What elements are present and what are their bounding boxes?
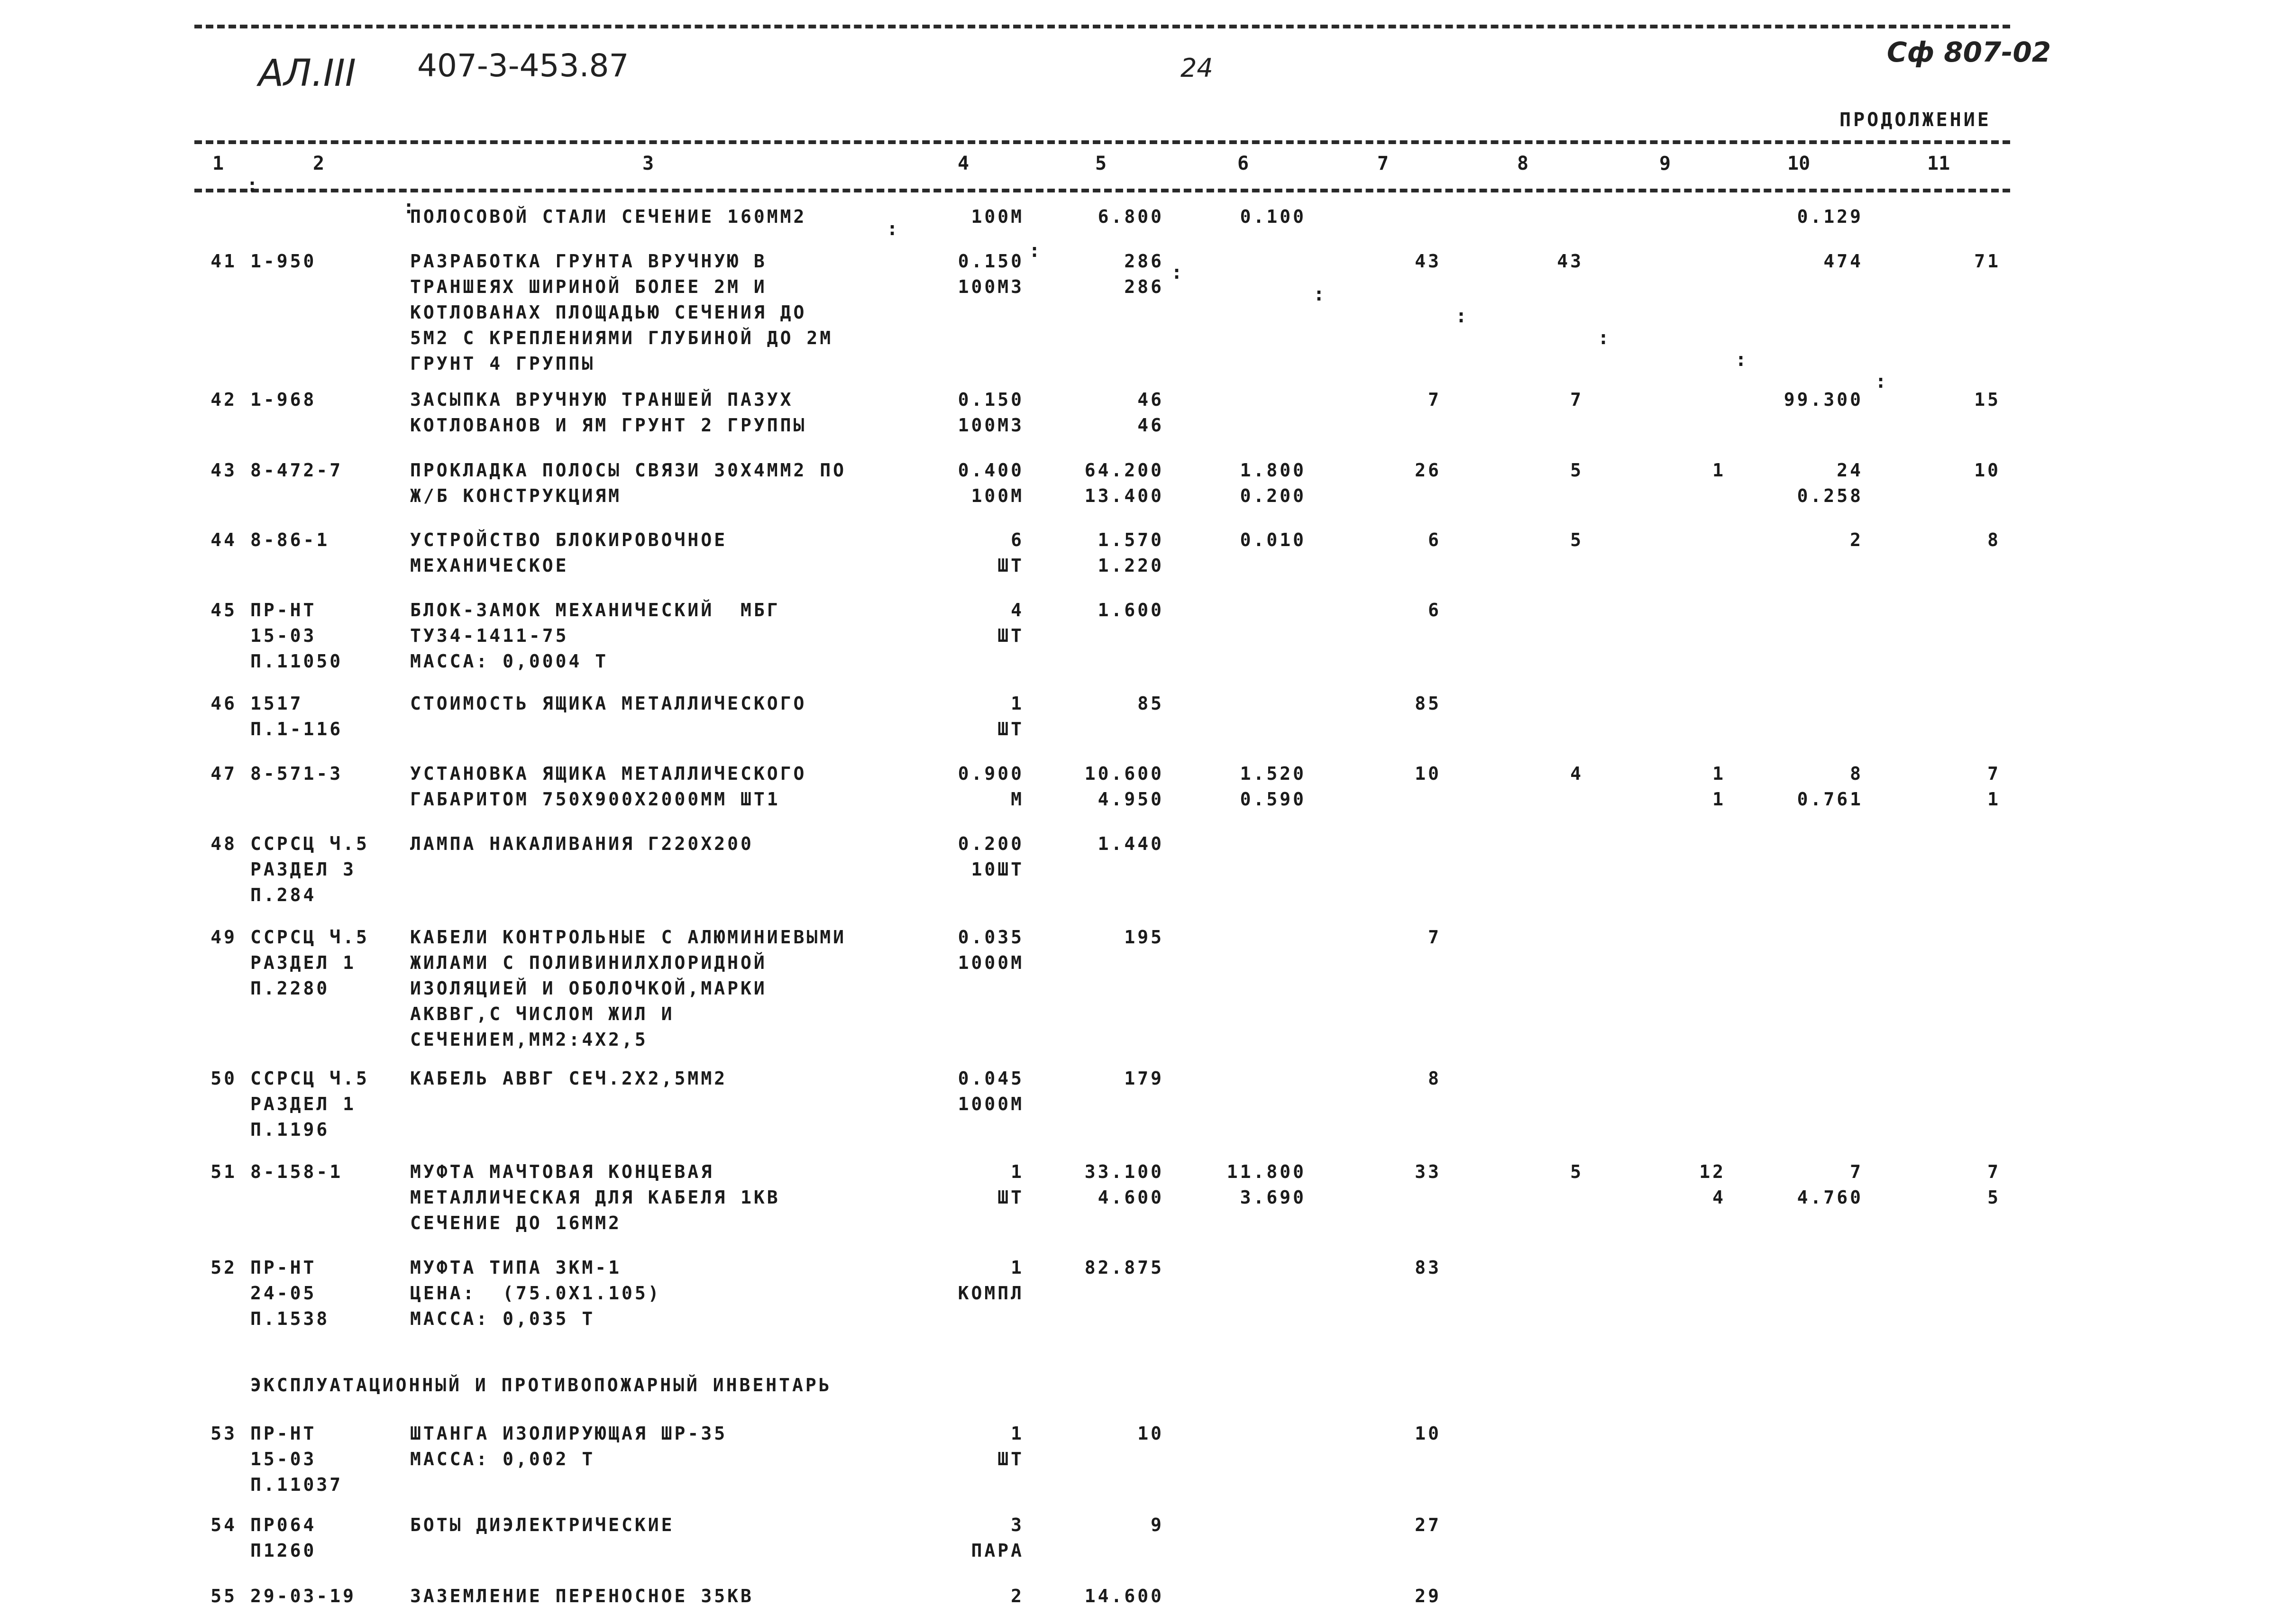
header-rule-bottom [194,189,2010,192]
cell-desc: ПРОКЛАДКА ПОЛОСЫ СВЯЗИ 30Х4ММ2 ПО Ж/Б КОНСТРУКЦИЯМ [410,460,846,506]
cell-qty: 1 КОМПЛ [958,1257,1024,1304]
cell-desc: КАБЕЛЬ АВВГ СЕЧ.2Х2,5ММ2 [410,1068,728,1089]
cell-c5: 286 286 [1124,251,1164,297]
top-rule [194,25,2010,28]
cell-desc: ЗАСЫПКА ВРУЧНУЮ ТРАНШЕЙ ПАЗУХ КОТЛОВАНОВ И ЯМ ГРУНТ 2 ГРУППЫ [410,389,807,436]
cell-code: 1517 П.1-116 [250,693,343,739]
cell-qty: 4 ШТ [997,600,1024,646]
cell-n: 48 [210,833,237,854]
section-heading: ЭКСПЛУАТАЦИОННЫЙ И ПРОТИВОПОЖАРНЫЙ ИНВЕНТАРЬ [250,1375,832,1396]
cell-n: 43 [210,460,237,481]
cell-c10: 8 0.761 [1797,763,1863,810]
cell-c6: 1.800 0.200 [1240,460,1306,506]
cell-code: 8-86-1 [250,529,330,550]
cell-n: 50 [210,1068,237,1089]
cell-c10: 7 4.760 [1797,1161,1863,1208]
cell-n: 42 [210,389,237,410]
cell-desc: УСТРОЙСТВО БЛОКИРОВОЧНОЕ МЕХАНИЧЕСКОЕ [410,529,728,576]
cell-c5: 1.570 1.220 [1098,529,1164,576]
cell-qty: 1 ШТ [997,1161,1024,1208]
cell-c7: 10 [1415,1423,1441,1444]
cell-qty: 3 ПАРА [971,1515,1024,1561]
cell-qty: 1 ШТ [997,1423,1024,1469]
cell-n: 47 [210,763,237,784]
cell-qty: 1 ШТ [997,693,1024,739]
cell-qty: 0.045 1000М [958,1068,1024,1114]
cell-qty: 0.200 10ШТ [958,833,1024,880]
cell-qty: 0.150 100М3 [958,389,1024,436]
cell-n: 49 [210,927,237,948]
cell-desc: ШТАНГА ИЗОЛИРУЮЩАЯ ШР-35 МАССА: 0,002 Т [410,1423,728,1469]
cell-c7: 10 [1415,763,1441,784]
cell-c6: 1.520 0.590 [1240,763,1306,810]
cell-c7: 7 [1428,927,1441,948]
cell-code: 8-571-3 [250,763,343,784]
col-11: 11 [1927,153,1950,174]
col-2: 2 [313,153,325,174]
cell-c5: 33.100 4.600 [1084,1161,1164,1208]
cell-c9: 1 [1712,460,1726,481]
cell-qty: 0.035 1000М [958,927,1024,973]
cell-c8: 43 [1557,251,1583,272]
project-code: 407-3-453.87 [417,47,629,84]
cell-code: 8-472-7 [250,460,343,481]
cell-qty: 2 [1011,1586,1024,1606]
cell-code: ПР-НТ 15-03 П.11037 [250,1423,343,1495]
cell-code: ПР-НТ 24-05 П.1538 [250,1257,330,1329]
cell-n: 46 [210,693,237,714]
col-4: 4 [958,153,970,174]
cell-c7: 7 [1428,389,1441,410]
cell-c8: 4 [1570,763,1583,784]
cell-c7: 6 [1428,529,1441,550]
page-number: 24 [1180,53,1213,83]
cell-c8: 5 [1570,460,1583,481]
cell-c5: 195 [1124,927,1164,948]
continuation-label: ПРОДОЛЖЕНИЕ [1839,109,1991,131]
cell-code: 29-03-19 [250,1586,357,1606]
cell-c11: 71 [1974,251,2001,272]
cell-qty: 6 ШТ [997,529,1024,576]
cell-c9: 12 4 [1699,1161,1726,1208]
cell-c7: 33 [1415,1161,1441,1182]
col-6: 6 [1237,153,1249,174]
col-3: 3 [642,153,654,174]
cell-code: 8-158-1 [250,1161,343,1182]
col-10: 10 [1787,153,1811,174]
cell-code: ПР064 П1260 [250,1515,317,1561]
cell-c11: 10 [1974,460,2001,481]
col-1: 1 [212,153,224,174]
cell-c10: 0.129 [1797,206,1863,227]
cell-c10: 24 0.258 [1797,460,1863,506]
handwritten-mark: АЛ.III [258,52,356,95]
cell-desc: КАБЕЛИ КОНТРОЛЬНЫЕ С АЛЮМИНИЕВЫМИ ЖИЛАМИ С ПОЛИВИНИЛХЛОРИДНОЙ ИЗОЛЯЦИЕЙ И ОБОЛОЧКОЙ,МАРКИ АКВВГ,С ЧИСЛОМ ЖИЛ И СЕЧЕНИЕМ,ММ2:4Х2,5 [410,927,846,1050]
cell-c5: 6.800 [1098,206,1164,227]
cell-desc: ЗАЗЕМЛЕНИЕ ПЕРЕНОСНОЕ 35КВ [410,1586,754,1606]
header-rule-top [194,140,2010,144]
cell-n: 54 [210,1515,237,1535]
cell-c5: 14.600 [1084,1586,1164,1606]
cell-qty: 0.150 100М3 [958,251,1024,297]
cell-code: ССРСЦ Ч.5 РАЗДЕЛ 3 П.284 [250,833,369,905]
cell-c5: 1.440 [1098,833,1164,854]
cell-c5: 46 46 [1137,389,1164,436]
cell-c5: 82.875 [1084,1257,1164,1278]
cell-c11: 7 5 [1987,1161,2001,1208]
cell-desc: СТОИМОСТЬ ЯЩИКА МЕТАЛЛИЧЕСКОГО [410,693,807,714]
col-7: 7 [1377,153,1389,174]
cell-qty: 0.900 М [958,763,1024,810]
cell-desc: МУФТА МАЧТОВАЯ КОНЦЕВАЯ МЕТАЛЛИЧЕСКАЯ ДЛЯ КАБЕЛЯ 1КВ СЕЧЕНИЕ ДО 16ММ2 [410,1161,780,1233]
cell-c7: 26 [1415,460,1441,481]
cell-c7: 27 [1415,1515,1441,1535]
document-code: Сф 807-02 [1887,36,2051,68]
cell-c7: 29 [1415,1586,1441,1606]
cell-qty: 100М [971,206,1024,227]
cell-n: 44 [210,529,237,550]
cell-c10: 474 [1823,251,1863,272]
cell-code: ПР-НТ 15-03 П.11050 [250,600,343,672]
cell-c10: 2 [1850,529,1863,550]
cell-c11: 7 1 [1987,763,2001,810]
cell-c11: 8 [1987,529,2001,550]
cell-n: 41 [210,251,237,272]
cell-c5: 10.600 4.950 [1084,763,1164,810]
cell-c5: 9 [1151,1515,1164,1535]
cell-desc: РАЗРАБОТКА ГРУНТА ВРУЧНУЮ В ТРАНШЕЯХ ШИРИНОЙ БОЛЕЕ 2М И КОТЛОВАНАХ ПЛОЩАДЬЮ СЕЧЕНИЯ ДО 5М2 С КРЕПЛЕНИЯМИ ГЛУБИНОЙ ДО 2М ГРУНТ 4 ГРУППЫ [410,251,833,374]
cell-c5: 85 [1137,693,1164,714]
cell-c7: 8 [1428,1068,1441,1089]
cell-c7: 6 [1428,600,1441,620]
cell-c6: 11.800 3.690 [1226,1161,1306,1208]
col-separators: : : : : : : : : : : [247,174,1887,392]
cell-n: 45 [210,600,237,620]
cell-c7: 43 [1415,251,1441,272]
cell-c9: 1 1 [1712,763,1726,810]
cell-desc: БОТЫ ДИЭЛЕКТРИЧЕСКИЕ [410,1515,675,1535]
cell-desc: ЛАМПА НАКАЛИВАНИЯ Г220Х200 [410,833,754,854]
cell-desc: БЛОК-ЗАМОК МЕХАНИЧЕСКИЙ МБГ ТУ34-1411-75 МАССА: 0,0004 Т [410,600,780,672]
cell-desc: УСТАНОВКА ЯЩИКА МЕТАЛЛИЧЕСКОГО ГАБАРИТОМ 750Х900Х2000ММ ШТ1 [410,763,807,810]
cell-code: ССРСЦ Ч.5 РАЗДЕЛ 1 П.1196 [250,1068,369,1140]
cell-desc: МУФТА ТИПА ЗКМ-1 ЦЕНА: (75.0Х1.105) МАССА: 0,035 Т [410,1257,661,1329]
cell-c10: 99.300 [1784,389,1863,410]
col-5: 5 [1095,153,1107,174]
cell-desc: ПОЛОСОВОЙ СТАЛИ СЕЧЕНИЕ 160ММ2 [410,206,807,227]
cell-c8: 5 [1570,1161,1583,1182]
cell-c7: 83 [1415,1257,1441,1278]
cell-c6: 0.010 [1240,529,1306,550]
cell-c5: 179 [1124,1068,1164,1089]
cell-code: 1-968 [250,389,317,410]
cell-n: 53 [210,1423,237,1444]
cell-n: 55 [210,1586,237,1606]
cell-c8: 5 [1570,529,1583,550]
cell-n: 52 [210,1257,237,1278]
col-8: 8 [1517,153,1529,174]
cell-c5: 10 [1137,1423,1164,1444]
cell-c7: 85 [1415,693,1441,714]
cell-c5: 1.600 [1098,600,1164,620]
cell-c5: 64.200 13.400 [1084,460,1164,506]
col-9: 9 [1659,153,1671,174]
cell-n: 51 [210,1161,237,1182]
cell-qty: 0.400 100М [958,460,1024,506]
cell-code: 1-950 [250,251,317,272]
cell-c8: 7 [1570,389,1583,410]
cell-code: ССРСЦ Ч.5 РАЗДЕЛ 1 П.2280 [250,927,369,999]
cell-c11: 15 [1974,389,2001,410]
cell-c6: 0.100 [1240,206,1306,227]
